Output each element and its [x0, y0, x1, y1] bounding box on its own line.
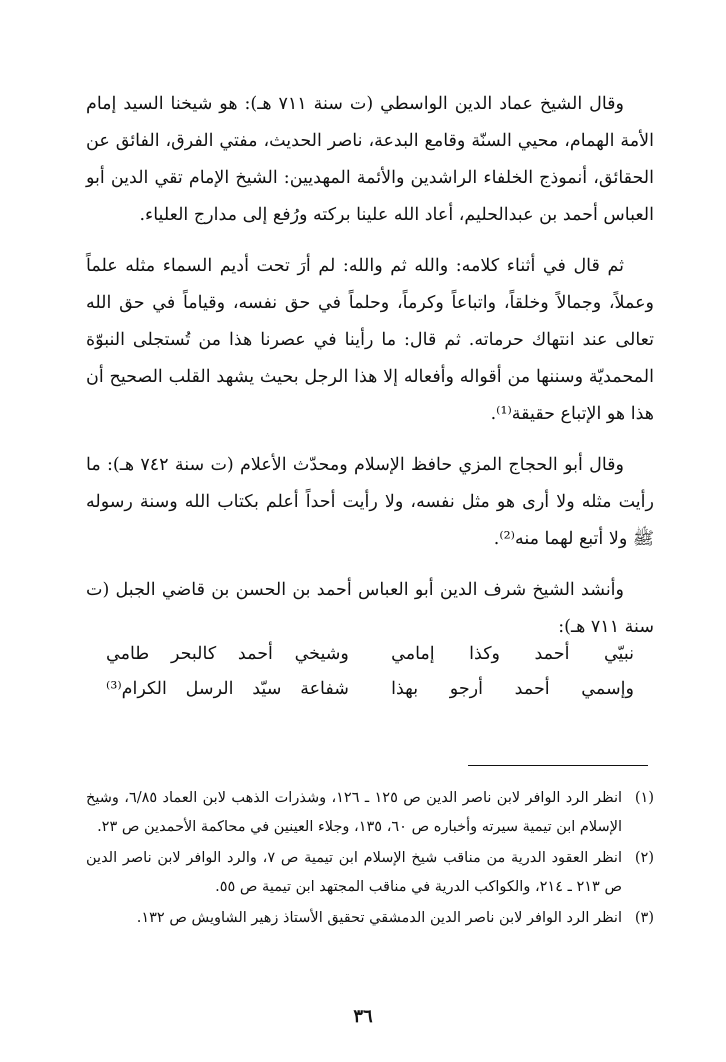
paragraph-wasiti: وقال الشيخ عماد الدين الواسطي (ت سنة ٧١١ هـ): هو شيخنا السيد إمام الأمة الهمام، محيي السنّة وقامع البدعة، ناصر الحديث، مفتي الفرق، الفائق عن الحقائق، أنموذج الخلفاء الراشدين والأئمة المهديين: الشيخ الإمام تقي الدين أبو العباس أحمد بن عبدالحليم، أعاد الله علينا بركته ورُفع إلى مدارج العلياء. [86, 94, 654, 225]
footnote-number: (٢) [634, 850, 654, 866]
poem-verse [86, 637, 654, 672]
footnotes [86, 784, 654, 935]
poem [86, 637, 654, 707]
footnote-text: انظر العقود الدرية من مناقب شيخ الإسلام ابن تيمية ص ٧، والرد الوافر لابن ناصر الدين ص ٢١٣ ـ ٢١٤، والكواكب الدرية في مناقب المجتهد ابن تيمية ص ٥٥. [86, 850, 622, 895]
main-text [86, 86, 654, 660]
paragraph-poem-intro: وأنشد الشيخ شرف الدين أبو العباس أحمد بن الحسن بن قاضي الجبل (ت سنة ٧١١ هـ): [86, 580, 654, 637]
footnote-text: انظر الرد الوافر لابن ناصر الدين الدمشقي تحقيق الأستاذ زهير الشاويش ص ١٣٢. [136, 910, 622, 926]
verse-second-hemistich: شفاعة سيّد الرسل الكرام⁽³⁾ [106, 679, 349, 699]
page-number: ٣٦ [353, 1006, 373, 1027]
footnote-number: (٣) [634, 910, 654, 926]
footnote [86, 904, 654, 933]
verse-second-hemistich: وشيخي أحمد كالبحر طامي [106, 644, 349, 664]
footnote [86, 844, 654, 902]
footnote [86, 784, 654, 842]
footnote-number: (١) [634, 790, 654, 806]
paragraph-wasiti-continued: ثم قال في أثناء كلامه: والله ثم والله: لم أرَ تحت أديم السماء مثله علماً وعملاً، وجمالاً وخلقاً، واتباعاً وكرماً، وحلماً في حق نفسه، وقياماً في حق الله تعالى عند انتهاك حرماته. ثم قال: ما رأينا في عصرنا هذا من تُستجلى النبوّة المحمديّة وسننها من أقواله وأفعاله إلا هذا الرجل بحيث يشهد القلب الصحيح أن هذا هو الإتباع حقيقة⁽¹⁾. [86, 256, 654, 424]
verse-first-hemistich: وإسمي أحمد أرجو بهذا [391, 679, 634, 699]
poem-verse [86, 672, 654, 707]
verse-first-hemistich: نبيّي أحمد وكذا إمامي [391, 644, 634, 664]
paragraph-mizzi: وقال أبو الحجاج المزي حافظ الإسلام ومحدّث الأعلام (ت سنة ٧٤٢ هـ): ما رأيت مثله ولا أرى هو مثل نفسه، ولا رأيت أحداً أعلم بكتاب الله وسنة رسوله ﷺ ولا أتبع لهما منه⁽²⁾. [86, 455, 654, 549]
footnote-text: انظر الرد الوافر لابن ناصر الدين ص ١٢٥ ـ ١٢٦، وشذرات الذهب لابن العماد ٦/٨٥، وشيخ الإسلام ابن تيمية سيرته وأخباره ص ٦٠، ١٣٥، وجلاء العينين في محاكمة الأحمدين ص ٢٣. [86, 790, 623, 835]
footnote-separator [468, 765, 648, 766]
